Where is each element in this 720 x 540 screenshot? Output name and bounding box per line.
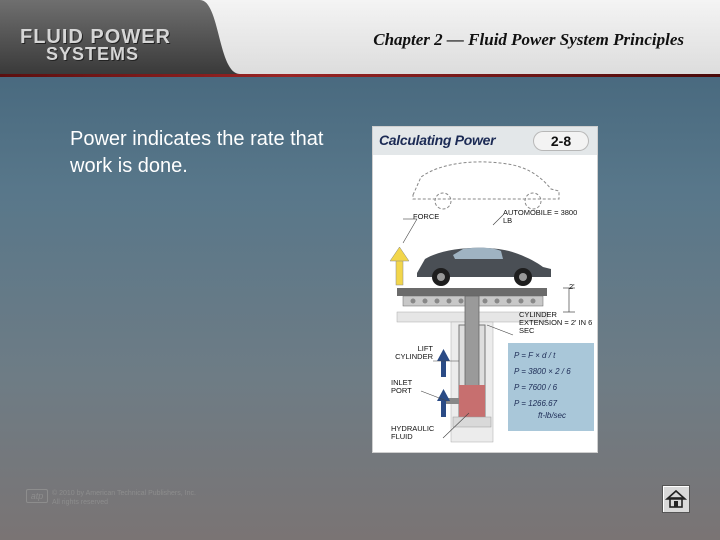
- publisher-logo: atp: [26, 489, 48, 503]
- header-divider: [0, 74, 720, 77]
- height-dimension: [563, 288, 575, 312]
- formula-line-2: P = 3800 × 2 / 6: [514, 367, 571, 376]
- label-cylinder-extension: CYLINDER EXTENSION = 2' IN 6 SEC: [519, 310, 593, 335]
- copyright-line-1: © 2010 by American Technical Publishers, Inc.: [52, 490, 196, 497]
- label-automobile: AUTOMOBILE = 3800 LB: [503, 208, 578, 225]
- chapter-title: Chapter 2 — Fluid Power System Principles: [373, 30, 684, 49]
- label-force: FORCE: [413, 212, 440, 221]
- figure-title: Calculating Power: [379, 132, 496, 148]
- formula-line-5: ft-lb/sec: [538, 411, 567, 420]
- brand-name-line2: SYSTEMS: [46, 44, 140, 64]
- home-icon: [663, 486, 689, 512]
- label-inlet-port: INLET PORT: [391, 378, 413, 395]
- formula-line-3: P = 7600 / 6: [514, 383, 558, 392]
- slide-header: [0, 0, 720, 76]
- copyright-notice: [52, 489, 196, 507]
- up-arrow-icon: [437, 349, 450, 417]
- label-hydraulic-fluid: HYDRAULIC FLUID: [391, 424, 435, 441]
- label-lift-cylinder: LIFT CYLINDER: [395, 344, 433, 361]
- formula-line-1: P = F × d / t: [514, 351, 556, 360]
- figure-calculating-power: [372, 126, 598, 453]
- formula-box: [508, 343, 594, 431]
- force-arrow-icon: [390, 247, 409, 285]
- figure-number: 2-8: [550, 133, 572, 149]
- car-icon: [417, 248, 551, 286]
- formula-line-4: P = 1266.67: [514, 399, 558, 408]
- home-button[interactable]: [662, 485, 690, 513]
- label-height: 2': [569, 282, 575, 291]
- slide-body-text: Power indicates the rate that work is done.: [70, 128, 324, 177]
- hydraulic-fluid-fill: [459, 385, 485, 417]
- car-raised-outline: [413, 162, 559, 209]
- brand-name-line1: FLUID POWER: [20, 26, 171, 48]
- copyright-line-2: All rights reserved: [52, 499, 109, 506]
- lift-platform: [397, 288, 547, 296]
